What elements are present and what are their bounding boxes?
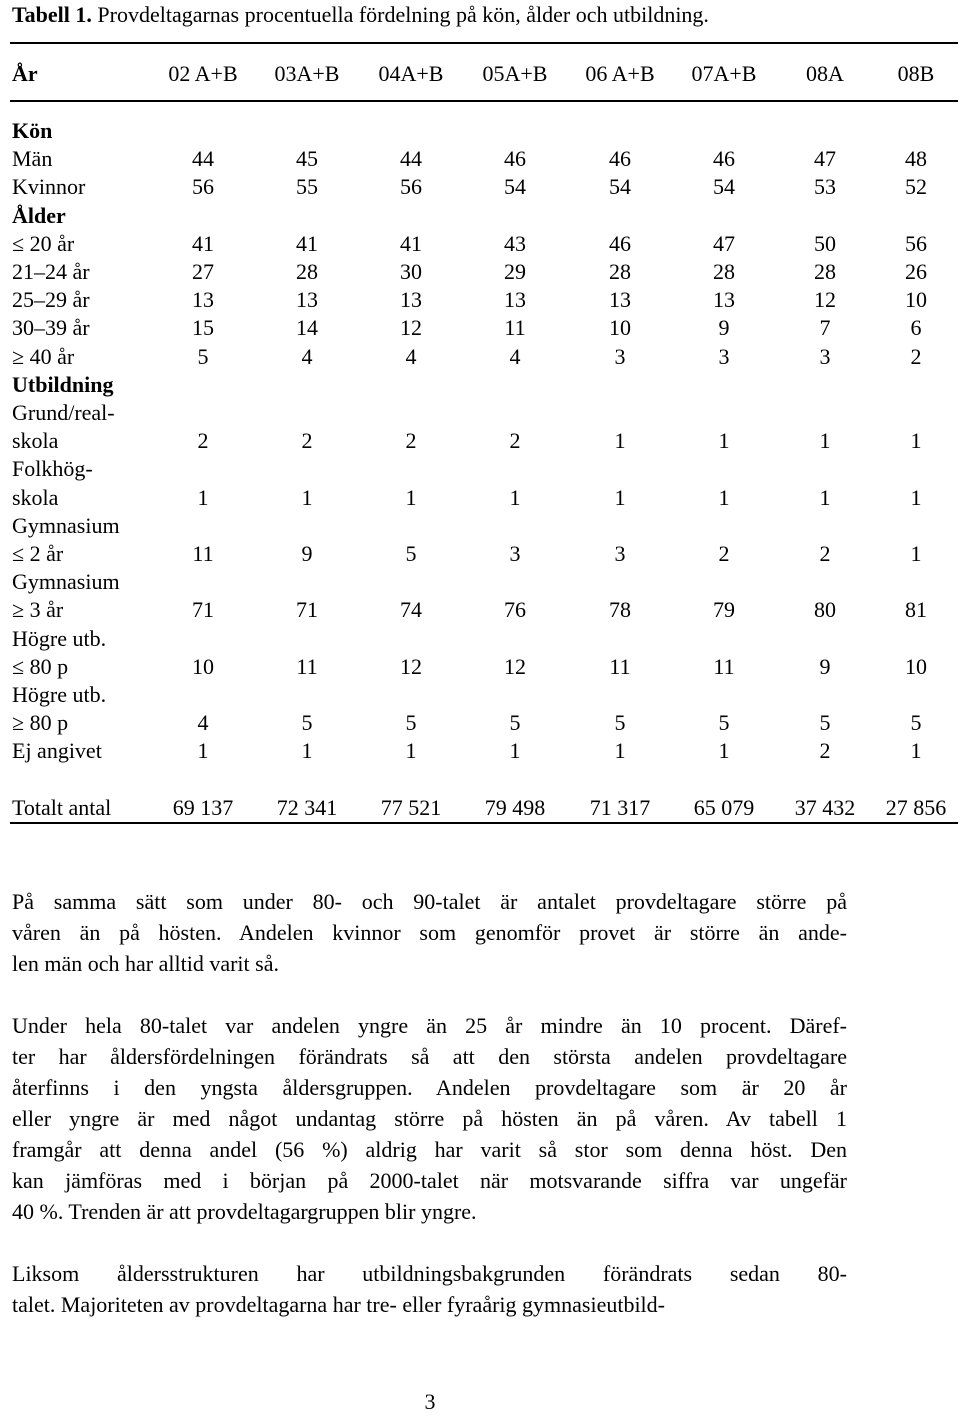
table-cell: 10 — [905, 653, 927, 679]
table-cell: 41 — [296, 230, 318, 256]
table-cell: 5 — [819, 710, 831, 736]
row-label: ≥ 3 år — [12, 597, 64, 623]
row-label: 25‒29 år — [12, 287, 90, 313]
table-bottom-rule — [10, 822, 958, 824]
table-cell: 28 — [609, 259, 631, 284]
table-cell: 28 — [814, 259, 836, 284]
row-label: Kvinnor — [12, 174, 86, 200]
table-cell: 79 — [713, 597, 735, 623]
paragraph-line: Liksom åldersstrukturen har utbildningsbakgrunden förändrats sedan 80- — [12, 1261, 847, 1286]
table-cell: 12 — [400, 653, 422, 679]
table-cell: 2 — [405, 428, 417, 454]
column-header: 02 A+B — [168, 61, 238, 86]
table-cell: 30 — [400, 259, 422, 284]
table-cell: 43 — [504, 230, 526, 256]
table-cell: 1 — [819, 428, 831, 454]
row-label: 21‒24 år — [12, 259, 90, 284]
total-cell: 72 341 — [276, 795, 338, 820]
table-cell: 13 — [296, 287, 318, 313]
table-cell: 11 — [504, 315, 526, 341]
row-label: Grund/real- — [12, 400, 115, 425]
paragraph-line: talet. Majoriteten av provdeltagarna har tre- eller fyraårig gymnasieutbild- — [12, 1292, 665, 1317]
table-cell: 45 — [296, 146, 318, 172]
table-cell: 6 — [910, 315, 922, 341]
section-heading: Kön — [12, 118, 53, 143]
row-label: skola — [12, 428, 59, 454]
table-cell: 1 — [910, 738, 922, 764]
paragraph-line: 40 %. Trenden är att provdeltagargruppen blir yngre. — [12, 1199, 477, 1224]
row-label: Folkhög- — [12, 456, 93, 482]
table-cell: 74 — [400, 597, 422, 623]
section-heading: Ålder — [12, 202, 66, 228]
table-cell: 10 — [192, 653, 214, 679]
column-header: 04A+B — [378, 61, 444, 86]
total-cell: 71 317 — [589, 795, 651, 820]
table-cell: 9 — [718, 315, 730, 341]
table-cell: 54 — [609, 174, 631, 200]
total-cell: 69 137 — [172, 795, 234, 820]
page-number: 3 — [424, 1389, 436, 1414]
table-cell: 1 — [910, 541, 922, 566]
table-cell: 27 — [192, 259, 214, 284]
table-cell: 52 — [905, 174, 927, 200]
table-cell: 5 — [718, 710, 730, 736]
table-cell: 50 — [814, 230, 836, 256]
paragraph-line: våren än på hösten. Andelen kvinnor som genomför provet är större än ande- — [12, 920, 847, 945]
table-cell: 28 — [296, 259, 318, 284]
table-caption — [12, 0, 709, 30]
table-cell: 55 — [296, 174, 318, 200]
paragraph — [12, 1010, 847, 1227]
table-cell: 11 — [713, 653, 735, 679]
table-cell: 2 — [819, 738, 831, 764]
table-cell: 2 — [910, 343, 922, 369]
table-cell: 12 — [400, 315, 422, 341]
table-cell: 44 — [192, 146, 214, 172]
table-cell: 14 — [296, 315, 318, 341]
table-cell: 71 — [296, 597, 318, 623]
total-cell: 37 432 — [794, 795, 856, 820]
total-cell: 77 521 — [380, 795, 442, 820]
table-cell: 53 — [814, 174, 836, 200]
table-cell: 13 — [609, 287, 631, 313]
table-cell: 81 — [905, 597, 927, 623]
total-cell: 79 498 — [484, 795, 546, 820]
total-cell: 65 079 — [693, 795, 755, 820]
table-cell: 4 — [509, 343, 521, 369]
table-cell: 5 — [301, 710, 313, 736]
table-cell: 56 — [400, 174, 422, 200]
paragraph-line: ter har åldersfördelningen förändrats så att den största andelen provdeltagare — [12, 1044, 847, 1069]
table-cell: 47 — [814, 146, 836, 172]
row-label: Högre utb. — [12, 682, 107, 707]
row-label: ≤ 80 p — [12, 653, 69, 679]
table-cell: 1 — [614, 428, 626, 454]
table-cell: 13 — [713, 287, 735, 313]
table-cell: 28 — [713, 259, 735, 284]
table-cell: 13 — [192, 287, 214, 313]
table-cell: 1 — [197, 484, 209, 510]
table-cell: 29 — [504, 259, 526, 284]
table-cell: 5 — [197, 343, 209, 369]
table-cell: 1 — [910, 484, 922, 510]
table-cell: 2 — [718, 541, 730, 566]
caption-label: Tabell 1. — [12, 2, 92, 27]
table-cell: 5 — [405, 541, 417, 566]
column-header: 03A+B — [274, 61, 340, 86]
table-cell: 12 — [504, 653, 526, 679]
row-label: Gymnasium — [12, 512, 120, 538]
table-cell: 1 — [718, 738, 730, 764]
table-top-rule — [10, 42, 958, 44]
table-cell: 47 — [713, 230, 735, 256]
table-cell: 48 — [905, 146, 927, 172]
column-header-year: År — [12, 61, 38, 86]
table-cell: 1 — [197, 738, 209, 764]
table-cell: 46 — [609, 230, 631, 256]
caption-text: Provdeltagarnas procentuella fördelning på kön, ålder och utbildning. — [97, 2, 709, 27]
table-cell: 4 — [405, 343, 417, 369]
column-header: 08B — [897, 61, 935, 86]
row-label: ≥ 80 p — [12, 710, 69, 736]
paragraph — [12, 886, 847, 979]
table-cell: 1 — [405, 484, 417, 510]
table-cell: 54 — [713, 174, 735, 200]
table-header-rule — [10, 100, 958, 102]
table-cell: 1 — [819, 484, 831, 510]
row-label: ≥ 40 år — [12, 343, 75, 369]
table-cell: 54 — [504, 174, 526, 200]
table-cell: 46 — [609, 146, 631, 172]
column-header: 07A+B — [691, 61, 757, 86]
table-cell: 10 — [609, 315, 631, 341]
table-cell: 3 — [614, 541, 626, 566]
table-cell: 9 — [819, 653, 831, 679]
paragraph-line: återfinns i den yngsta åldersgruppen. Andelen provdeltagare som är 20 år — [12, 1075, 847, 1100]
row-label: Ej angivet — [12, 738, 102, 764]
table-cell: 12 — [814, 287, 836, 313]
paragraph-line: Under hela 80-talet var andelen yngre än 25 år mindre än 10 procent. Däref- — [12, 1013, 847, 1038]
table-cell: 3 — [718, 343, 730, 369]
paragraph-line: kan jämföras med i början på 2000-talet när motsvarande siffra var ungefär — [12, 1168, 847, 1193]
table-cell: 78 — [609, 597, 631, 623]
row-label: 30‒39 år — [12, 315, 90, 341]
paragraph-line: len män och har alltid varit så. — [12, 951, 279, 976]
section-heading: Utbildning — [12, 371, 114, 397]
row-label: Gymnasium — [12, 569, 120, 595]
table-cell: 80 — [814, 597, 836, 623]
column-header: 08A — [806, 61, 844, 86]
table-cell: 46 — [713, 146, 735, 172]
total-cell: 27 856 — [885, 795, 947, 820]
table-cell: 71 — [192, 597, 214, 623]
table-cell: 9 — [301, 541, 313, 566]
table-cell: 7 — [819, 315, 831, 341]
table-cell: 2 — [509, 428, 521, 454]
row-label: ≤ 20 år — [12, 230, 75, 256]
row-label: Män — [12, 146, 53, 172]
paragraph-line: eller yngre är med något undantag större på hösten än på våren. Av tabell 1 — [12, 1106, 847, 1131]
table-cell: 3 — [509, 541, 521, 566]
table-cell: 1 — [405, 738, 417, 764]
table-cell: 2 — [301, 428, 313, 454]
table-cell: 4 — [197, 710, 209, 736]
paragraph — [12, 1258, 847, 1320]
row-label: skola — [12, 484, 59, 510]
column-header: 06 A+B — [585, 61, 655, 86]
table-cell: 1 — [509, 484, 521, 510]
table-cell: 3 — [819, 343, 831, 369]
table-cell: 46 — [504, 146, 526, 172]
table-cell: 3 — [614, 343, 626, 369]
table-cell: 5 — [509, 710, 521, 736]
table-cell: 1 — [718, 428, 730, 454]
table-cell: 5 — [614, 710, 626, 736]
table-cell: 56 — [192, 174, 214, 200]
table-cell: 11 — [609, 653, 631, 679]
table-cell: 13 — [400, 287, 422, 313]
column-header: 05A+B — [482, 61, 548, 86]
table-cell: 4 — [301, 343, 313, 369]
table-cell: 15 — [192, 315, 214, 341]
table-cell: 11 — [296, 653, 318, 679]
table-cell: 1 — [509, 738, 521, 764]
row-label: ≤ 2 år — [12, 541, 64, 566]
table-cell: 11 — [192, 541, 214, 566]
total-label: Totalt antal — [12, 795, 112, 820]
table-cell: 1 — [614, 484, 626, 510]
paragraph-line: På samma sätt som under 80- och 90-talet är antalet provdeltagare större på — [12, 889, 847, 914]
table-cell: 41 — [400, 230, 422, 256]
table-cell: 56 — [905, 230, 927, 256]
table-cell: 1 — [614, 738, 626, 764]
table-cell: 10 — [905, 287, 927, 313]
table-cell: 13 — [504, 287, 526, 313]
table-cell: 44 — [400, 146, 422, 172]
table-cell: 5 — [910, 710, 922, 736]
table-cell: 1 — [301, 738, 313, 764]
table-cell: 2 — [819, 541, 831, 566]
table-cell: 76 — [504, 597, 526, 623]
table-cell: 1 — [910, 428, 922, 454]
table-cell: 5 — [405, 710, 417, 736]
table-cell: 2 — [197, 428, 209, 454]
paragraph-line: framgår att denna andel (56 %) aldrig har varit så stor som denna höst. Den — [12, 1137, 847, 1162]
row-label: Högre utb. — [12, 625, 107, 651]
table-cell: 1 — [718, 484, 730, 510]
table-cell: 41 — [192, 230, 214, 256]
table-cell: 1 — [301, 484, 313, 510]
table-cell: 26 — [905, 259, 927, 284]
